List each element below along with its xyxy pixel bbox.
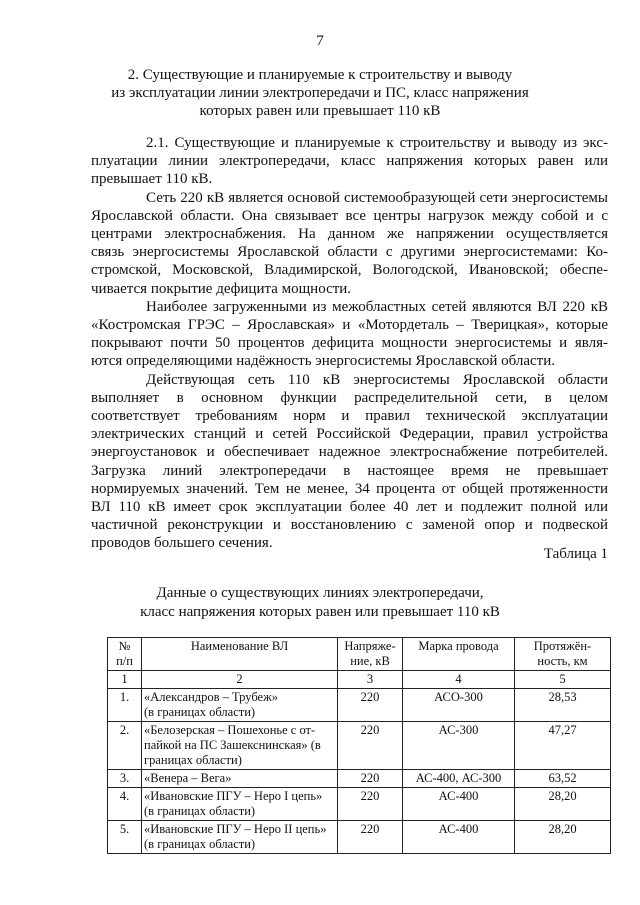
row-wire: АС-300 bbox=[403, 722, 515, 770]
row-voltage: 220 bbox=[338, 689, 403, 722]
table-row bbox=[108, 821, 611, 854]
row-num: 4. bbox=[108, 788, 142, 821]
text-line: покрывают почти 50 процентов дефицита мощности энергосистемы и явля- bbox=[91, 335, 608, 352]
text-line: частичной реконструкции и восстановлению с заменой опор и подвеской bbox=[91, 517, 608, 534]
table-caption bbox=[100, 584, 540, 622]
text-line: Ярославской области. Она связывает все центры нагрузок между собой и с bbox=[91, 207, 608, 224]
paragraph-2 bbox=[91, 189, 608, 298]
table-header-row bbox=[108, 638, 611, 671]
row-length: 28,20 bbox=[515, 821, 611, 854]
section-title-line: из эксплуатации линии электропередачи и ПС, класс напряжения bbox=[111, 85, 529, 101]
text-line: стромской, Московской, Владимирской, Вологодской, Ивановской; обеспе- bbox=[91, 262, 608, 279]
row-name: «Венера – Вега» bbox=[142, 770, 338, 788]
row-voltage: 220 bbox=[338, 788, 403, 821]
section-title-line: 2. Существующие и планируемые к строительству и выводу bbox=[127, 67, 513, 83]
paragraph-3 bbox=[91, 298, 608, 371]
row-voltage: 220 bbox=[338, 722, 403, 770]
text-line: плуатации линии электропередачи, класс напряжения которых равен или bbox=[91, 153, 608, 170]
text-line: ВЛ 110 кВ имеет срок эксплуатации более 40 лет и подлежит полной или bbox=[91, 499, 608, 516]
text-line: превышает 110 кВ. bbox=[91, 171, 213, 188]
text-line: связь энергосистемы Ярославской области с другими энергосистемами: Ко- bbox=[91, 244, 608, 261]
row-num: 5. bbox=[108, 821, 142, 854]
text-line: Загрузка линий электропередачи в настоящее время не превышает bbox=[91, 462, 608, 479]
body-text bbox=[91, 134, 608, 553]
row-num: 1. bbox=[108, 689, 142, 722]
text-line: проводов большего сечения. bbox=[91, 535, 273, 552]
table-label: Таблица 1 bbox=[543, 546, 608, 562]
text-line: Сеть 220 кВ является основой системообразующей сети энергосистемы bbox=[146, 189, 608, 206]
paragraph-1 bbox=[91, 134, 608, 189]
text-line: соответствует требованиям норм и правил технической эксплуатации bbox=[91, 408, 608, 425]
row-length: 63,52 bbox=[515, 770, 611, 788]
table-row bbox=[108, 770, 611, 788]
text-line: центрами электроснабжения. На данном же напряжении осуществляется bbox=[91, 226, 608, 243]
header-wire: Марка провода bbox=[403, 638, 515, 671]
row-length: 28,53 bbox=[515, 689, 611, 722]
column-number: 3 bbox=[338, 671, 403, 689]
column-number: 5 bbox=[515, 671, 611, 689]
row-num: 2. bbox=[108, 722, 142, 770]
header-voltage: Напряже- ние, кВ bbox=[338, 638, 403, 671]
table-caption-line: класс напряжения которых равен или превышает 110 кВ bbox=[140, 604, 500, 620]
table-row bbox=[108, 722, 611, 770]
text-line: «Костромская ГРЭС – Ярославская» и «Мотордеталь – Тверицкая», которые bbox=[91, 317, 608, 334]
table-row bbox=[108, 788, 611, 821]
column-number: 1 bbox=[108, 671, 142, 689]
text-line: Действующая сеть 110 кВ энергосистемы Ярославской области bbox=[146, 371, 608, 388]
row-wire: АС-400 bbox=[403, 788, 515, 821]
text-line: выполняет в основном функции распределительной сети, в целом bbox=[91, 389, 608, 406]
row-name: «Александров – Трубеж» (в границах области) bbox=[142, 689, 338, 722]
text-line: чивается покрытие дефицита мощности. bbox=[91, 280, 352, 297]
text-line: электрических станций и сетей Российской Федерации, правил устройства bbox=[91, 426, 608, 443]
row-name: «Белозерская – Пошехонье с от- пайкой на ПС Зашекснинская» (в границах области) bbox=[142, 722, 338, 770]
row-num: 3. bbox=[108, 770, 142, 788]
column-number: 2 bbox=[142, 671, 338, 689]
column-number-row bbox=[108, 671, 611, 689]
row-name: «Ивановские ПГУ – Неро I цепь» (в границах области) bbox=[142, 788, 338, 821]
table-row bbox=[108, 689, 611, 722]
page-number: 7 bbox=[316, 33, 324, 49]
table-caption-line: Данные о существующих линиях электропередачи, bbox=[156, 585, 484, 601]
row-voltage: 220 bbox=[338, 770, 403, 788]
header-name: Наименование ВЛ bbox=[142, 638, 338, 671]
header-length: Протяжён- ность, км bbox=[515, 638, 611, 671]
row-length: 28,20 bbox=[515, 788, 611, 821]
section-title-line: которых равен или превышает 110 кВ bbox=[199, 103, 441, 119]
row-name: «Ивановские ПГУ – Неро II цепь» (в границах области) bbox=[142, 821, 338, 854]
header-num: № п/п bbox=[108, 638, 142, 671]
text-line: энергоустановок и обеспечивает надежное электроснабжение потребителей. bbox=[91, 444, 608, 461]
text-line: нормируемых значений. Тем не менее, 34 процента от общей протяженности bbox=[91, 480, 608, 497]
power-lines-table bbox=[107, 637, 611, 854]
row-length: 47,27 bbox=[515, 722, 611, 770]
column-number: 4 bbox=[403, 671, 515, 689]
row-wire: АС-400, АС-300 bbox=[403, 770, 515, 788]
section-title bbox=[100, 66, 540, 120]
text-line: 2.1. Существующие и планируемые к строительству и выводу из экс- bbox=[146, 135, 608, 151]
row-voltage: 220 bbox=[338, 821, 403, 854]
paragraph-4 bbox=[91, 371, 608, 553]
text-line: Наиболее загруженными из межобластных сетей являются ВЛ 220 кВ bbox=[146, 298, 608, 315]
text-line: ются определяющими надёжность энергосистемы Ярославской области. bbox=[91, 353, 555, 370]
row-wire: АСО-300 bbox=[403, 689, 515, 722]
row-wire: АС-400 bbox=[403, 821, 515, 854]
